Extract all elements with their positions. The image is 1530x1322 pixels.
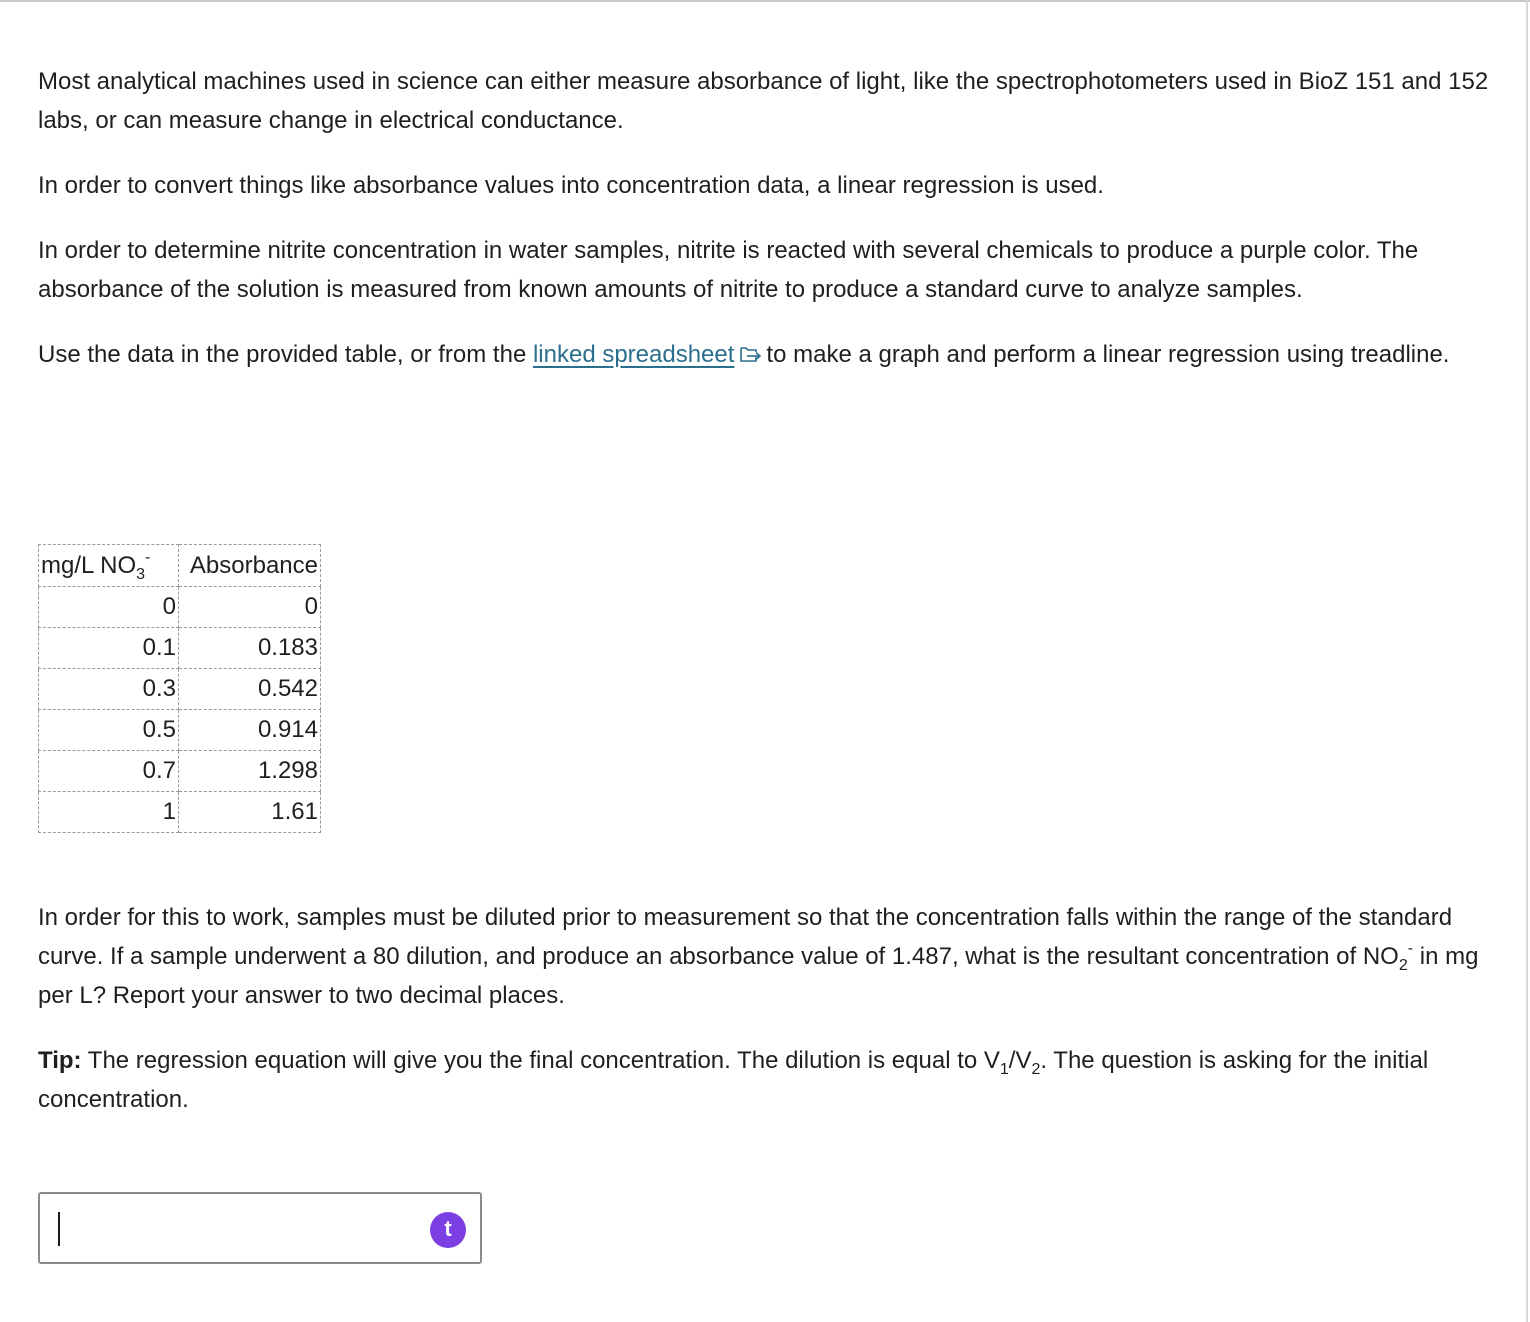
header-conc-text: mg/L NO xyxy=(41,551,137,579)
question-text xyxy=(38,898,1498,1015)
tip-sub-1: 1 xyxy=(999,1060,1009,1078)
cell-absorbance: 1.61 xyxy=(179,792,321,833)
linked-spreadsheet-link[interactable]: linked spreadsheet xyxy=(532,341,735,368)
table-row xyxy=(39,587,321,628)
question-section xyxy=(38,898,1498,1119)
intro-paragraph-2: In order to convert things like absorbance values into concentration data, a linear regression is used. xyxy=(38,172,1104,199)
cell-absorbance: 0 xyxy=(179,587,321,628)
tip-label: Tip: xyxy=(38,1047,82,1074)
question-text-part1: In order for this to work, samples must be diluted prior to measurement so that the concentration falls within the range of the standard curve. If a sample underwent a 80 dilution, and produce an absorbance value of 1.487, what is the resultant concentration of NO xyxy=(38,904,1453,970)
right-scroll-edge xyxy=(1526,0,1528,1322)
table-row xyxy=(39,669,321,710)
external-link-icon[interactable] xyxy=(738,344,764,364)
tip-text xyxy=(38,1041,1498,1119)
header-concentration xyxy=(39,545,179,587)
question-no2-sub: 2 xyxy=(1398,956,1408,974)
question-text-part2: in mg per L? Report your answer to two decimal places. xyxy=(38,943,1479,1009)
cell-concentration: 0.5 xyxy=(39,710,179,751)
tip-text-part1: The regression equation will give you the final concentration. The dilution is equal to V xyxy=(81,1047,1000,1074)
table-row xyxy=(39,628,321,669)
header-conc-sup: - xyxy=(145,548,151,566)
data-table xyxy=(38,544,321,833)
p4-text-after: to make a graph and perform a linear regression using treadline. xyxy=(766,341,1450,368)
question-no2-sup: - xyxy=(1407,940,1414,957)
answer-input[interactable] xyxy=(38,1192,482,1264)
cell-concentration: 0.3 xyxy=(39,669,179,710)
tip-text-part2: . The question is asking for the initial concentration. xyxy=(38,1047,1429,1113)
cell-absorbance: 1.298 xyxy=(179,751,321,792)
intro-paragraph-4 xyxy=(38,335,1498,374)
header-absorbance: Absorbance xyxy=(179,545,321,587)
intro-paragraph-3: In order to determine nitrite concentration in water samples, nitrite is reacted with several chemicals to produce a purple color. The absorbance of the solution is measured from known amounts of nitrite to produce a standard curve to analyze samples. xyxy=(38,237,1419,303)
header-conc-sub: 3 xyxy=(136,565,146,583)
cell-absorbance: 0.183 xyxy=(179,628,321,669)
cell-concentration: 1 xyxy=(39,792,179,833)
table-header-row xyxy=(39,545,321,587)
intro-section xyxy=(38,62,1498,374)
tip-text-mid: /V xyxy=(1008,1047,1032,1074)
t-badge-icon[interactable]: t xyxy=(430,1212,466,1248)
cell-concentration: 0.1 xyxy=(39,628,179,669)
tip-sub-2: 2 xyxy=(1031,1060,1041,1078)
table-row xyxy=(39,792,321,833)
cell-concentration: 0 xyxy=(39,587,179,628)
intro-paragraph-1: Most analytical machines used in science can either measure absorbance of light, like the spectrophotometers used in BioZ 151 and 152 labs, or can measure change in electrical conductance. xyxy=(38,68,1489,134)
table-row xyxy=(39,710,321,751)
p4-text-before: Use the data in the provided table, or from the xyxy=(38,341,533,368)
cell-concentration: 0.7 xyxy=(39,751,179,792)
cell-absorbance: 0.542 xyxy=(179,669,321,710)
cell-absorbance: 0.914 xyxy=(179,710,321,751)
top-divider xyxy=(0,0,1530,2)
table-row xyxy=(39,751,321,792)
text-caret xyxy=(58,1212,60,1246)
